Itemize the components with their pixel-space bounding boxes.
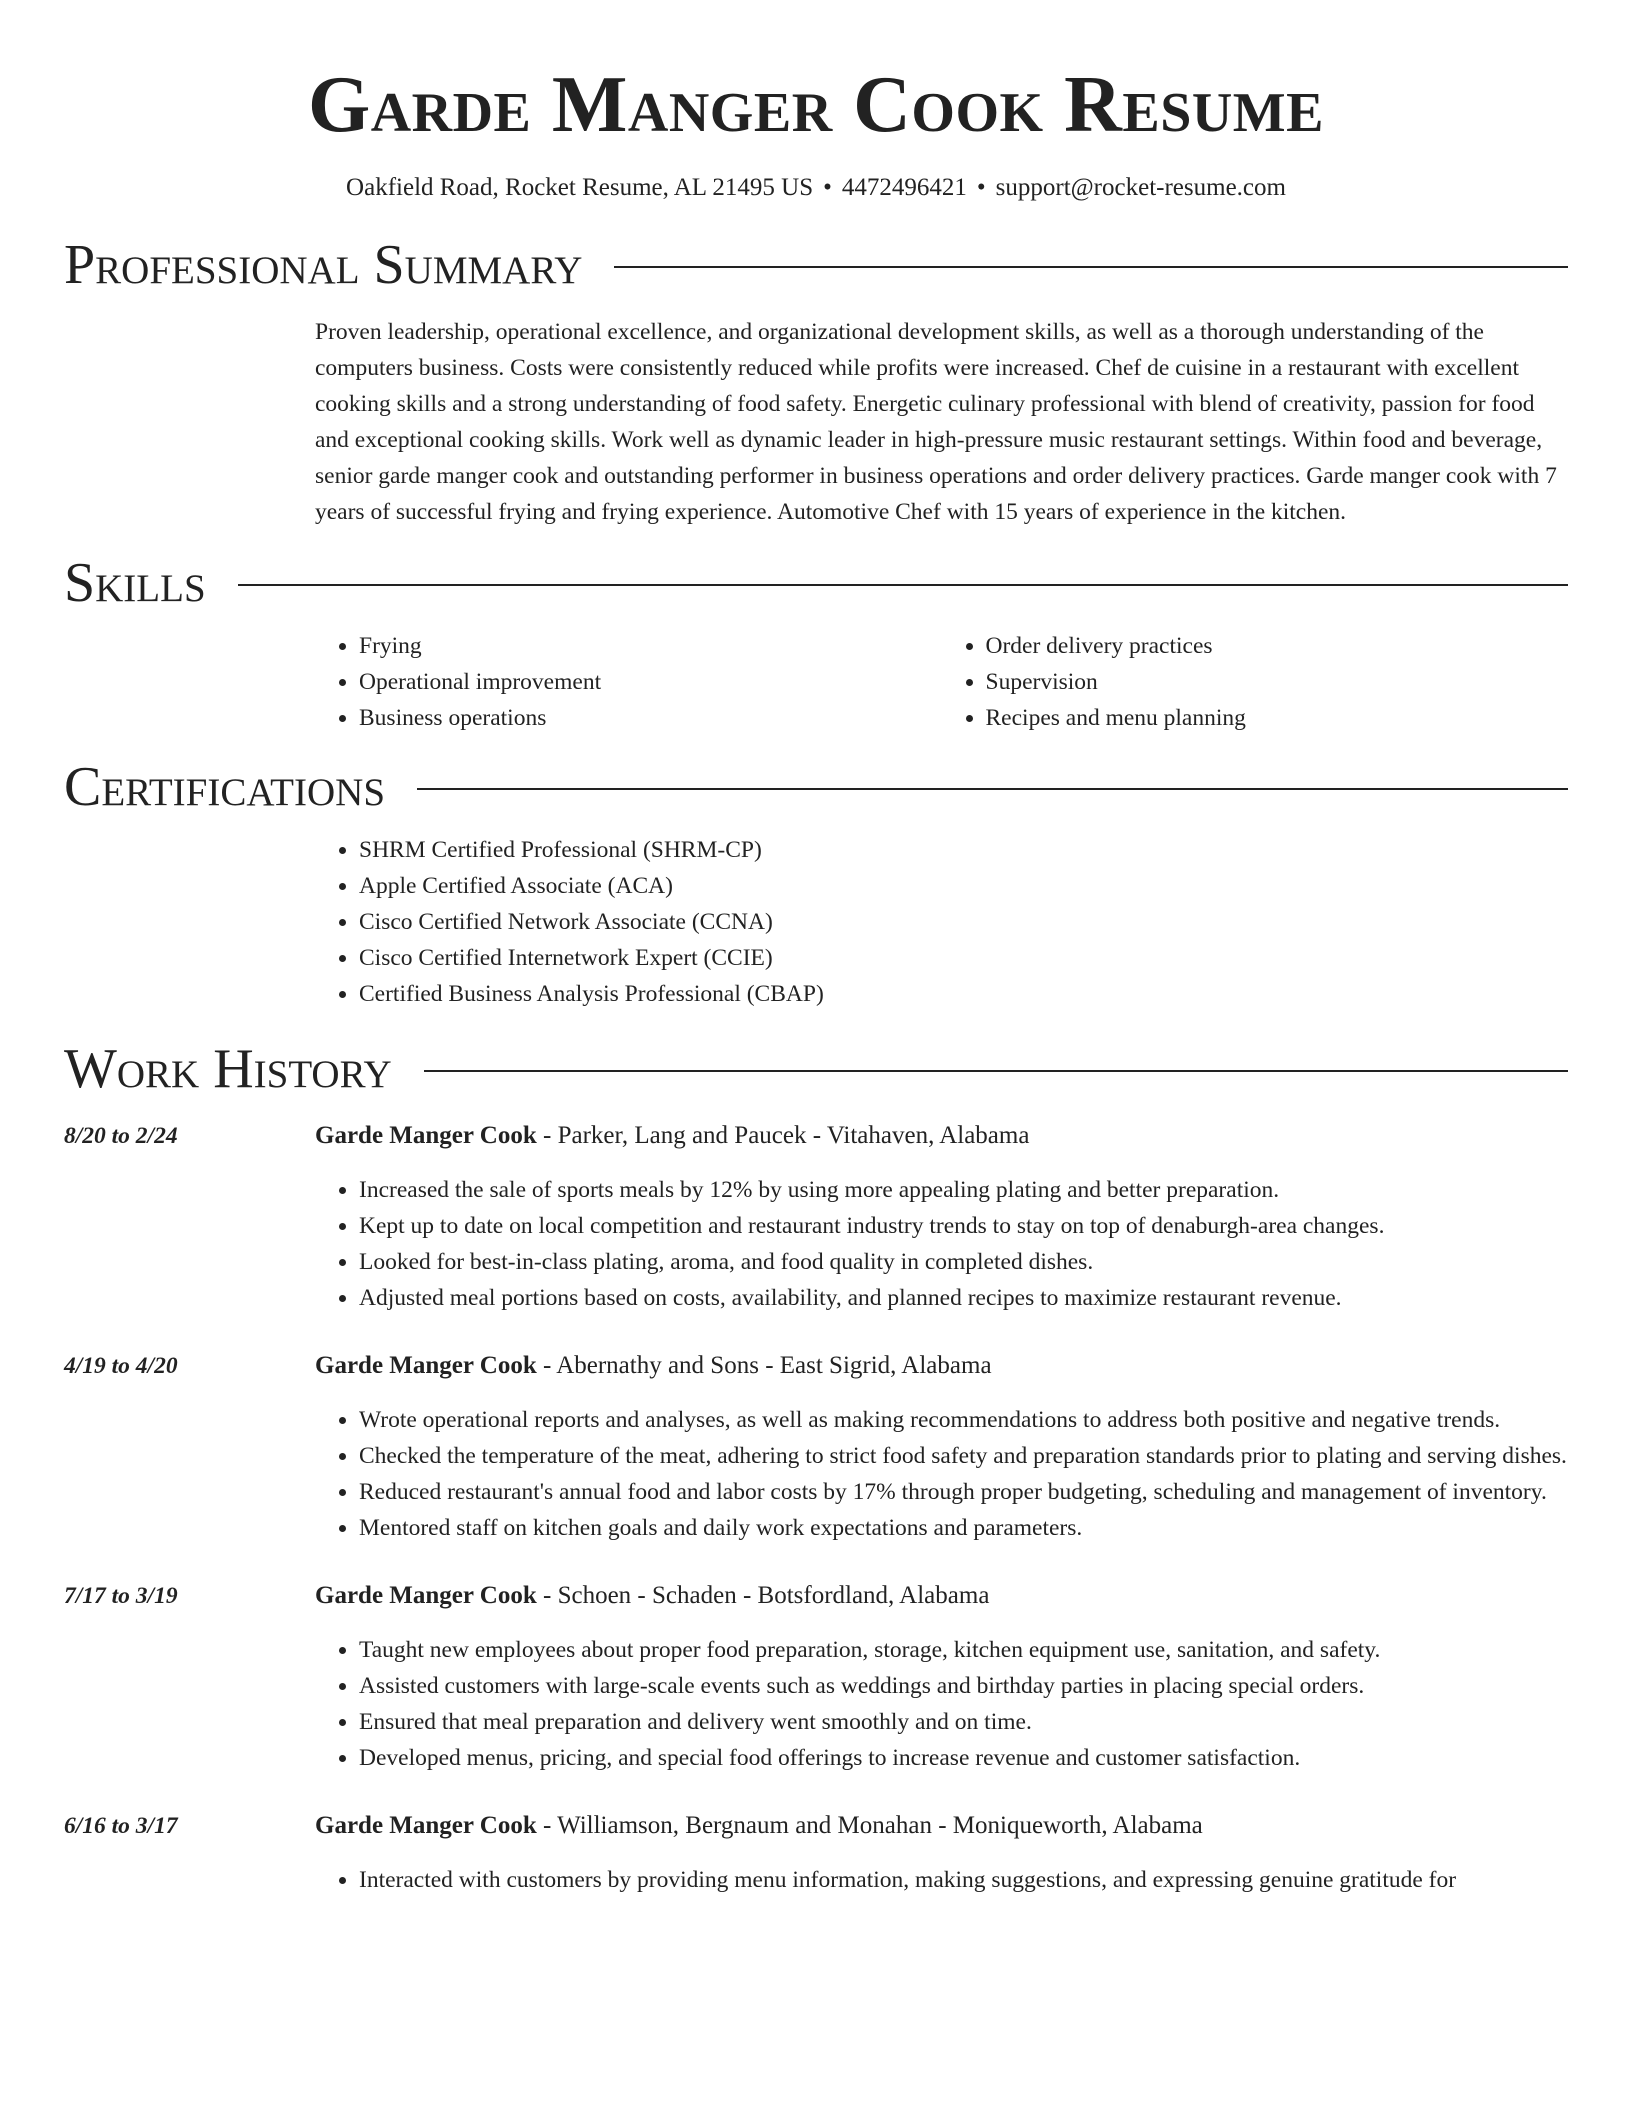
certifications-heading-row	[64, 756, 1568, 818]
skill-item: • Recipes and menu planning	[986, 700, 1569, 736]
job-bullets	[315, 1632, 1568, 1776]
job-bullet: • Mentored staff on kitchen goals and daily work expectations and parameters.	[359, 1510, 1568, 1546]
job-bullet: • Developed menus, pricing, and special food offerings to increase revenue and customer satisfaction.	[359, 1740, 1568, 1776]
section-divider	[424, 1070, 1568, 1072]
section-divider	[614, 266, 1568, 268]
job-employer: - Parker, Lang and Paucek - Vitahaven, Alabama	[536, 1122, 1030, 1149]
job-title-line	[315, 1578, 1568, 1614]
certifications-list	[315, 832, 1568, 1012]
skills-heading: Skills	[64, 552, 206, 614]
summary-heading: Professional Summary	[64, 234, 583, 296]
job-bullet: • Looked for best-in-class plating, aroma, and food quality in completed dishes.	[359, 1244, 1568, 1280]
address: Oakfield Road, Rocket Resume, AL 21495 US	[346, 174, 814, 201]
section-divider	[238, 584, 1568, 586]
job-body	[315, 1808, 1568, 1898]
job-bullet: • Taught new employees about proper food preparation, storage, kitchen equipment use, sanitation, and safety.	[359, 1632, 1568, 1668]
job-body	[315, 1348, 1568, 1546]
job-employer: - Schoen - Schaden - Botsfordland, Alabama	[536, 1582, 990, 1609]
job-title: Garde Manger Cook	[315, 1582, 537, 1609]
job-dates: 4/19 to 4/20	[64, 1353, 178, 1379]
job-title: Garde Manger Cook	[315, 1122, 537, 1149]
skills-heading-row	[64, 552, 1568, 614]
job-bullet: • Reduced restaurant's annual food and labor costs by 17% through proper budgeting, scheduling and management of inventory.	[359, 1474, 1568, 1510]
certifications-heading: Certifications	[64, 756, 386, 818]
job-bullet: • Checked the temperature of the meat, adhering to strict food safety and preparation standards prior to plating and serving dishes.	[359, 1438, 1568, 1474]
job-title: Garde Manger Cook	[315, 1352, 537, 1379]
job-title-line	[315, 1808, 1568, 1844]
skills-column-left	[315, 628, 942, 736]
certification-item: • Certified Business Analysis Professional (CBAP)	[359, 976, 1568, 1012]
section-divider	[417, 788, 1568, 790]
summary-heading-row	[64, 234, 1568, 296]
job-bullets	[315, 1172, 1568, 1316]
job-entry	[64, 1348, 1568, 1546]
job-dates: 7/17 to 3/19	[64, 1583, 178, 1609]
job-dates: 8/20 to 2/24	[64, 1123, 178, 1149]
job-entry	[64, 1118, 1568, 1316]
skill-item: • Supervision	[986, 664, 1569, 700]
job-employer: - Abernathy and Sons - East Sigrid, Alabama	[536, 1352, 992, 1379]
skill-item: • Order delivery practices	[986, 628, 1569, 664]
work-history-heading-row	[64, 1038, 1568, 1100]
job-bullet: • Kept up to date on local competition and restaurant industry trends to stay on top of denaburgh-area changes.	[359, 1208, 1568, 1244]
skills-list	[315, 628, 1568, 736]
job-title: Garde Manger Cook	[315, 1812, 537, 1839]
skill-item: • Operational improvement	[359, 664, 942, 700]
job-bullet: • Wrote operational reports and analyses, as well as making recommendations to address both positive and negative trends.	[359, 1402, 1568, 1438]
job-bullet: • Adjusted meal portions based on costs, availability, and planned recipes to maximize restaurant revenue.	[359, 1280, 1568, 1316]
certification-item: • Cisco Certified Internetwork Expert (CCIE)	[359, 940, 1568, 976]
job-dates: 6/16 to 3/17	[64, 1813, 178, 1839]
resume-page	[64, 0, 1568, 1898]
certification-item: • Apple Certified Associate (ACA)	[359, 868, 1568, 904]
job-bullets	[315, 1402, 1568, 1546]
contact-line	[64, 172, 1568, 204]
job-employer: - Williamson, Bergnaum and Monahan - Moniqueworth, Alabama	[536, 1812, 1203, 1839]
separator-dot: •	[823, 174, 832, 201]
job-bullet: • Interacted with customers by providing menu information, making suggestions, and expressing genuine gratitude for	[359, 1862, 1568, 1898]
job-body	[315, 1578, 1568, 1776]
job-bullet: • Increased the sale of sports meals by 12% by using more appealing plating and better preparation.	[359, 1172, 1568, 1208]
resume-title: Garde Manger Cook Resume	[307, 61, 1324, 149]
job-bullet: • Assisted customers with large-scale events such as weddings and birthday parties in placing special orders.	[359, 1668, 1568, 1704]
job-title-line	[315, 1118, 1568, 1154]
work-history-heading: Work History	[64, 1038, 392, 1100]
certification-item: • SHRM Certified Professional (SHRM-CP)	[359, 832, 1568, 868]
separator-dot: •	[976, 174, 986, 201]
email: support@rocket-resume.com	[995, 174, 1286, 201]
job-bullet: • Ensured that meal preparation and delivery went smoothly and on time.	[359, 1704, 1568, 1740]
job-bullets	[315, 1862, 1568, 1898]
job-entry	[64, 1578, 1568, 1776]
skill-item: • Frying	[359, 628, 942, 664]
skills-column-right	[942, 628, 1569, 736]
phone: 4472496421	[841, 174, 967, 201]
certification-item: • Cisco Certified Network Associate (CCNA)	[359, 904, 1568, 940]
summary-text: Proven leadership, operational excellence, and organizational development skills, as well as a thorough understanding of the computers business. Costs were consistently reduced while profits were increased. Chef de cuisine in a restaurant with excellent cooking skills and a strong understanding of food safety. Energetic culinary professional with blend of creativity, passion for food and exceptional cooking skills. Work well as dynamic leader in high-pressure music restaurant settings. Within food and beverage, senior garde manger cook and outstanding performer in business operations and order delivery practices. Garde manger cook with 7 years of successful frying and frying experience. Automotive Chef with 15 years of experience in the kitchen.	[315, 319, 1557, 525]
job-body	[315, 1118, 1568, 1316]
job-entry	[64, 1808, 1568, 1898]
job-title-line	[315, 1348, 1568, 1384]
skill-item: • Business operations	[359, 700, 942, 736]
